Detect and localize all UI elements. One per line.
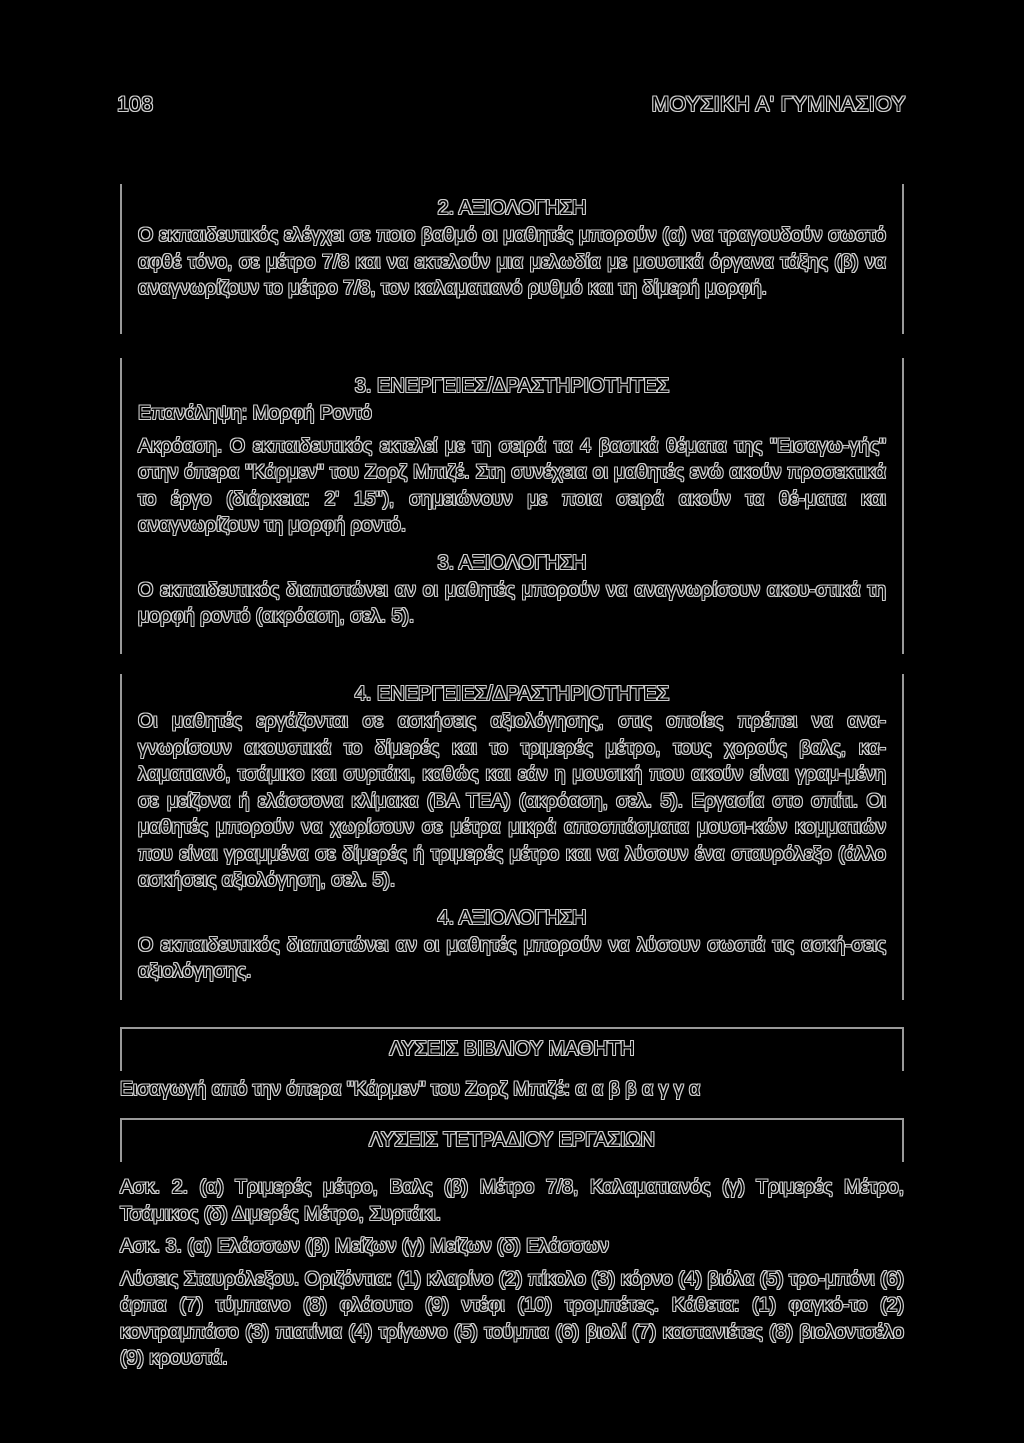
section-heading: 2. ΑΞΙΟΛΟΓΗΣΗ <box>437 197 587 219</box>
running-title: ΜΟΥΣΙΚΗ Α' ΓΥΜΝΑΣΙΟΥ <box>651 93 906 116</box>
workbook-answers <box>120 1174 904 1372</box>
section-paragraph: Ο εκπαιδευτικός ελέγχει σε ποιο βαθμό οι μαθητές μπορούν (α) να τραγουδούν σωστό αφθέ τόνο, σε μέτρο 7/8 και να εκτελούν μια μελωδία με μουσικά όργανα τάξης (β) να αναγνωρίζουν το μέτρο 7/8, τον καλαματιανό ρυθμό και τη δίμερή μορφή. <box>138 224 886 299</box>
section-heading: 4. ΑΞΙΟΛΟΓΗΣΗ <box>437 906 587 929</box>
student-book-heading-box <box>120 1027 904 1071</box>
section-paragraph: Ο εκπαιδευτικός διαπιστώνει αν οι μαθητές μπορούν να αναγνωρίσουν ακου-στικά τη μορφή ροντό (ακρόαση, σελ. 5). <box>138 578 886 627</box>
workbook-heading-box <box>120 1118 904 1162</box>
section-activities-3 <box>120 358 904 654</box>
section-heading: 4. ΕΝΕΡΓΕΙΕΣ/ΔΡΑΣΤΗΡΙΟΤΗΤΕΣ <box>354 683 670 705</box>
student-book-answer: Εισαγωγή από την όπερα "Κάρμεν" του Ζορζ Μπιζέ: α α β β α γ γ α <box>120 1078 701 1100</box>
student-book-heading: ΛΥΣΕΙΣ ΒΙΒΛΙΟΥ ΜΑΘΗΤΗ <box>389 1038 635 1060</box>
workbook-answer-crossword: Λύσεις Σταυρόλεξου. Οριζόντια: (1) κλαρίνο (2) πίκολο (3) κόρνο (4) βιόλα (5) τρο-μπόνι (6) άρπα (7) τύμπανο (8) φλάουτο (9) ντέφι (10) τρομπέτες. Κάθετα: (1) φαγκό-το (2) κοντραμπάσο (3) πιατίνια (4) τρίγωνο (5) τούμπα (6) βιολί (7) καστανιέτες (8) βιολοντσέλο (9) κρουστά. <box>120 1267 904 1369</box>
section-heading: 3. ΑΞΙΟΛΟΓΗΣΗ <box>437 551 587 574</box>
section-subheading: Επανάληψη: Μορφή Ροντό <box>138 402 372 424</box>
workbook-answer-ex2: Ασκ. 2. (α) Τριμερές μέτρο, Βαλς (β) Μέτρο 7/8, Καλαματιανός (γ) Τριμερές Μέτρο, Τσάμικος (δ) Διμερές Μέτρο, Συρτάκι. <box>120 1176 904 1225</box>
page-number: 108 <box>117 93 154 116</box>
section-paragraph: Ο εκπαιδευτικός διαπιστώνει αν οι μαθητές μπορούν να λύσουν σωστά τις ασκή-σεις αξιολόγησης. <box>138 933 886 982</box>
section-assessment-2 <box>120 184 904 334</box>
section-heading: 3. ΕΝΕΡΓΕΙΕΣ/ΔΡΑΣΤΗΡΙΟΤΗΤΕΣ <box>354 375 670 397</box>
section-paragraph: Ακρόαση. Ο εκπαιδευτικός εκτελεί με τη σειρά τα 4 βασικά θέματα της "Εισαγω-γής" στην όπερα "Κάρμεν" του Ζορζ Μπιζέ. Στη συνέχεια οι μαθητές ενώ ακούν προσεκτικά το έργο (διάρκεια: 2' 15"), σημειώνουν με ποια σειρά ακούν τα θέ-ματα και αναγνωρίζουν τη μορφή ροντό. <box>138 434 886 536</box>
workbook-answer-ex3: Ασκ. 3. (α) Ελάσσων (β) Μείζων (γ) Μείζων (δ) Ελάσσων <box>120 1235 609 1257</box>
section-paragraph: Οι μαθητές εργάζονται σε ασκήσεις αξιολόγησης, στις οποίες πρέπει να ανα-γνωρίσουν ακουστικά το δίμερές και το τριμερές μέτρο, τους χορούς βαλς, κα-λαματιανό, τσάμικο και συρτάκι, καθώς και εάν η μουσική που ακούν είναι γραμ-μένη σε μείζονα ή ελάσσονα κλίμακα (ΒΑ ΤΕΑ) (ακρόαση, σελ. 5). Εργασία στο σπίτι. Οι μαθητές μπορούν να χωρίσουν σε μέτρα μικρά αποσπάσματα μουσι-κών κομματιών που είναι γραμμένα σε δίμερές ή τριμερές μέτρο και να λύσουν ένα σταυρόλεξο (άλλο ασκήσεις αξιολόγηση, σελ. 5). <box>138 710 886 891</box>
section-activities-4 <box>120 674 904 1000</box>
workbook-heading: ΛΥΣΕΙΣ ΤΕΤΡΑΔΙΟΥ ΕΡΓΑΣΙΩΝ <box>369 1129 655 1151</box>
